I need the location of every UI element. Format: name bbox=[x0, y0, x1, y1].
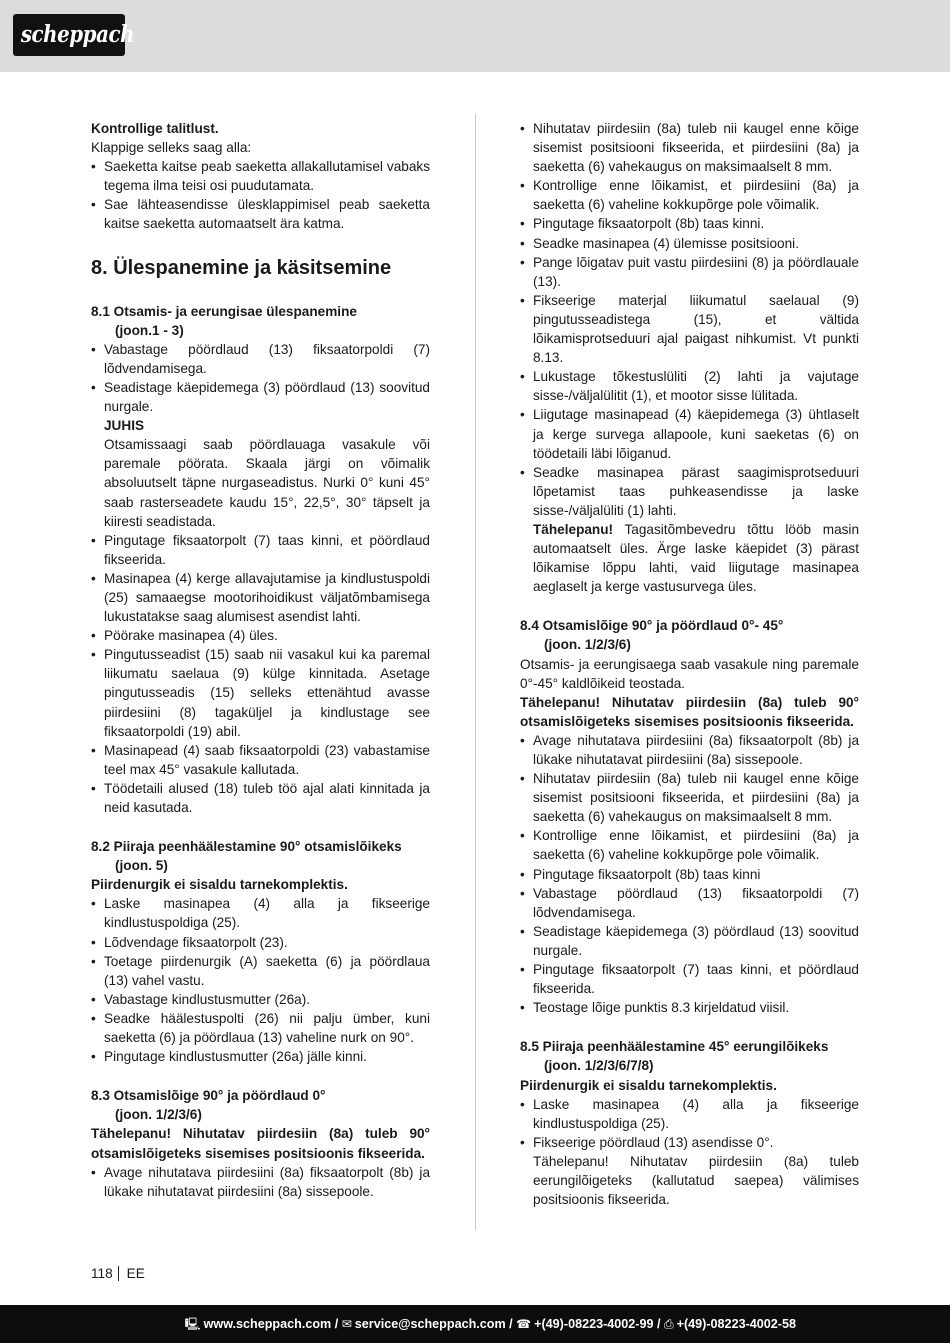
subsection-heading-8-1: 8.1 Otsamis- ja eerungisae ülespanemine (joon.1 - 3) bbox=[91, 303, 357, 338]
list-item: • Laske masinapea (4) alla ja fikseerige kindlustuspoldiga (25). bbox=[91, 896, 430, 931]
list-item: • Pingutage fiksaatorpolt (8b) taas kinni bbox=[520, 866, 761, 882]
list-item: • Pingutusseadist (15) saab nii vasakul kui ka paremal liikumatu saelaua (9) külge kinnitada. Asetage pingutusseadis (15) selleks ettenähtud avasse piirdesiini (8) tagaküljel ja kindlustage see fiksaatorpoldi (19) abil. bbox=[91, 647, 430, 739]
section-heading: 8. Ülespanemine ja käsitsemine bbox=[91, 256, 392, 279]
footer-band bbox=[0, 1305, 950, 1343]
intro-title: Kontrollige talitlust. bbox=[91, 121, 219, 136]
header-band bbox=[0, 0, 950, 72]
list-item: • Pingutage fiksaatorpolt (8b) taas kinni. bbox=[520, 216, 765, 232]
footer-contact bbox=[0, 1305, 950, 1343]
section-text: Otsamis- ja eerungisaega saab vasakule ning paremale 0°-45° kaldlõikeid teostada. bbox=[520, 656, 859, 691]
list-item: • Vabastage kindlustusmutter (26a). bbox=[91, 991, 311, 1007]
attention-note: Tähelepanu! Nihutatav piirdesiin (8a) tuleb eerungilõigeteks (kallutatud saepea) välimises positsioonis fikseerida. bbox=[533, 1153, 859, 1208]
note-text: Otsamissaagi saab pöördlauaga vasakule või paremale pöörata. Skaala järgi on võimalik absoluutselt täpne nurgaseadistus. Nurki 0° kuni 45° saab rasterseadete kaudu 15°, 22,5°, 30° täpselt ja kiiresti seadistada. bbox=[104, 437, 430, 529]
list-item: • Seadistage käepidemega (3) pöördlaud (13) soovitud nurgale. bbox=[91, 379, 430, 415]
subsection-heading-8-4: 8.4 Otsamislõige 90° ja pöördlaud 0°- 45° (joon. 1/2/3/6) bbox=[520, 618, 784, 653]
list-item: • Toetage piirdenurgik (A) saeketta (6) ja pöördlaua (13) vahel vastu. bbox=[91, 953, 430, 988]
list-item: • Masinapead (4) saab fiksaatorpoldi (23) vabastamise teel max 45° vasakule kallutada. bbox=[91, 742, 430, 777]
page-number: 118 EE bbox=[91, 1266, 145, 1281]
bold-note: Piirdenurgik ei sisaldu tarnekomplektis. bbox=[91, 877, 348, 893]
list-item: • Seadke masinapea (4) ülemisse positsiooni. bbox=[520, 235, 799, 251]
website-link[interactable]: www.scheppach.com / bbox=[203, 1317, 339, 1331]
column-divider bbox=[475, 114, 476, 1230]
list-item: • Seadke masinapea pärast saagimisprotseduuri lõpetamist taas puhkeasendisse ja laske sisse-/väljalüliti (1) lahti. bbox=[520, 464, 859, 518]
list-item: • Pingutage fiksaatorpolt (7) taas kinni, et pöördlaud fikseerida. bbox=[520, 962, 859, 997]
list-item: • Fikseerige pöördlaud (13) asendisse 0°. bbox=[520, 1134, 774, 1150]
page-separator bbox=[118, 1266, 119, 1281]
mail-icon: ✉ bbox=[341, 1317, 352, 1331]
bold-note: Tähelepanu! Nihutatav piirdesiin (8a) tuleb 90° otsamislõigeteks sisemises positsioonis fikseerida. bbox=[520, 694, 859, 729]
list-item: • Pingutage kindlustusmutter (26a) jälle kinni. bbox=[91, 1049, 367, 1065]
list-item: • Nihutatav piirdesiin (8a) tuleb nii kaugel enne kõige sisemist positsiooni fikseerida, et piirdesiini (8a) ja saeketta (6) vahekaugus on maksimaalselt 8 mm. bbox=[520, 121, 859, 175]
scheppach-logo[interactable] bbox=[13, 14, 135, 56]
list-item: • Lõdvendage fiksaatorpolt (23). bbox=[91, 934, 288, 950]
list-item: • Vabastage pöördlaud (13) fiksaatorpoldi (7) lõdvendamisega. bbox=[91, 341, 430, 376]
list-item: • Teostage lõige punktis 8.3 kirjeldatud viisil. bbox=[520, 1000, 790, 1016]
list-item: • Kontrollige enne lõikamist, et piirdesiini (8a) ja saeketta (6) vaheline kokkupõrge pole võimalik. bbox=[520, 178, 859, 213]
subsection-heading-8-5: 8.5 Piiraja peenhäälestamine 45° eerungilõikeks (joon. 1/2/3/6/7/8) bbox=[520, 1039, 829, 1074]
right-column bbox=[520, 119, 859, 1209]
list-item: • Pingutage fiksaatorpolt (7) taas kinni, et pöördlaud fikseerida. bbox=[91, 532, 430, 567]
fax-icon: ⎙ bbox=[664, 1317, 674, 1331]
computer-icon: 🖳 bbox=[184, 1317, 201, 1331]
list-item: • Pöörake masinapea (4) üles. bbox=[91, 628, 278, 644]
subsection-heading-8-3: 8.3 Otsamislõige 90° ja pöördlaud 0° (joon. 1/2/3/6) bbox=[91, 1088, 326, 1123]
list-item: • Avage nihutatava piirdesiini (8a) fiksaatorpolt (8b) ja lükake nihutatavat piirdesiini (8a) sissepoole. bbox=[91, 1164, 430, 1199]
list-item: • Avage nihutatava piirdesiini (8a) fiksaatorpolt (8b) ja lükake nihutatavat piirdesiini (8a) sissepoole. bbox=[520, 732, 859, 767]
note-label: JUHIS bbox=[104, 418, 145, 434]
phone-icon: ☎ bbox=[516, 1317, 532, 1331]
bold-note: Tähelepanu! Nihutatav piirdesiin (8a) tuleb 90° otsamislõigeteks sisemises positsioonis fikseerida. bbox=[91, 1126, 430, 1161]
list-item: • Fikseerige materjal liikumatul saelaual (9) pingutusseadistega (15), et vältida lõikamisprotseduuri ajal paigast nihkumist. Vt punkti 8.13. bbox=[520, 292, 859, 366]
intro-text: Klappige selleks saag alla: bbox=[91, 140, 252, 156]
left-column bbox=[91, 119, 430, 1201]
list-item: • Sae lähteasendisse ülesklappimisel peab saeketta kaitse saeketta automaatselt ära katma. bbox=[91, 197, 430, 232]
list-item: • Masinapea (4) kerge allavajutamise ja kindlustuspoldi (25) samaaegse mootorihoidikust väljatõmbamisega lukustatakse saag alumisest asendist lahti. bbox=[91, 570, 430, 625]
list-item: • Kontrollige enne lõikamist, et piirdesiini (8a) ja saeketta (6) vaheline kokkupõrge pole võimalik. bbox=[520, 828, 859, 863]
phone-number: +(49)-08223-4002-99 / bbox=[534, 1317, 661, 1331]
list-item: • Seadke häälestuspolti (26) nii palju ümber, kuni saeketta (6) ja pöördlaua (13) vaheline nurk on 90°. bbox=[91, 1010, 430, 1046]
fax-number: +(49)-08223-4002-58 bbox=[676, 1317, 796, 1331]
list-item: • Pange lõigatav puit vastu piirdesiini (8) ja pöördlauale (13). bbox=[520, 254, 859, 289]
subsection-heading-8-2: 8.2 Piiraja peenhäälestamine 90° otsamislõikeks (joon. 5) bbox=[91, 839, 402, 874]
list-item: • Liigutage masinapead (4) käepidemega (3) ühtlaselt ja kerge survega allapoole, kuni saeketas (6) on töödetaili läbi lõiganud. bbox=[520, 407, 859, 461]
list-item: • Saeketta kaitse peab saeketta allakallutamisel vabaks tegema ilma teisi osi puudutamata. bbox=[91, 159, 430, 194]
attention-note: Tähelepanu! Tagasitõmbevedru tõttu lööb masin automaatselt üles. Ärge laske käepidet (3) pärast lõikamise lõppu lahti, vaid liigutage masinapea aeglaselt ja kerge vastusurvega üles. bbox=[533, 521, 860, 595]
logo-text: scheppach bbox=[20, 21, 135, 48]
list-item: • Seadistage käepidemega (3) pöördlaud (13) soovitud nurgale. bbox=[520, 923, 859, 958]
email-link[interactable]: service@scheppach.com / bbox=[354, 1317, 513, 1331]
list-item: • Nihutatav piirdesiin (8a) tuleb nii kaugel enne kõige sisemist positsiooni fikseerida, et piirdesiini (8a) ja saeketta (6) vahekaugus on maksimaalselt 8 mm. bbox=[520, 771, 859, 825]
list-item: • Lukustage tõkestuslüliti (2) lahti ja vajutage sisse-/väljalülitit (1), et mootor sisse lülitada. bbox=[520, 369, 859, 404]
list-item: • Laske masinapea (4) alla ja fikseerige kindlustuspoldiga (25). bbox=[520, 1096, 859, 1131]
language-code: EE bbox=[126, 1266, 145, 1281]
list-item: • Vabastage pöördlaud (13) fiksaatorpoldi (7) lõdvendamisega. bbox=[520, 885, 859, 920]
list-item: • Töödetaili alused (18) tuleb töö ajal alati kinnitada ja neid kasutada. bbox=[91, 780, 430, 815]
bold-note: Piirdenurgik ei sisaldu tarnekomplektis. bbox=[520, 1077, 777, 1093]
